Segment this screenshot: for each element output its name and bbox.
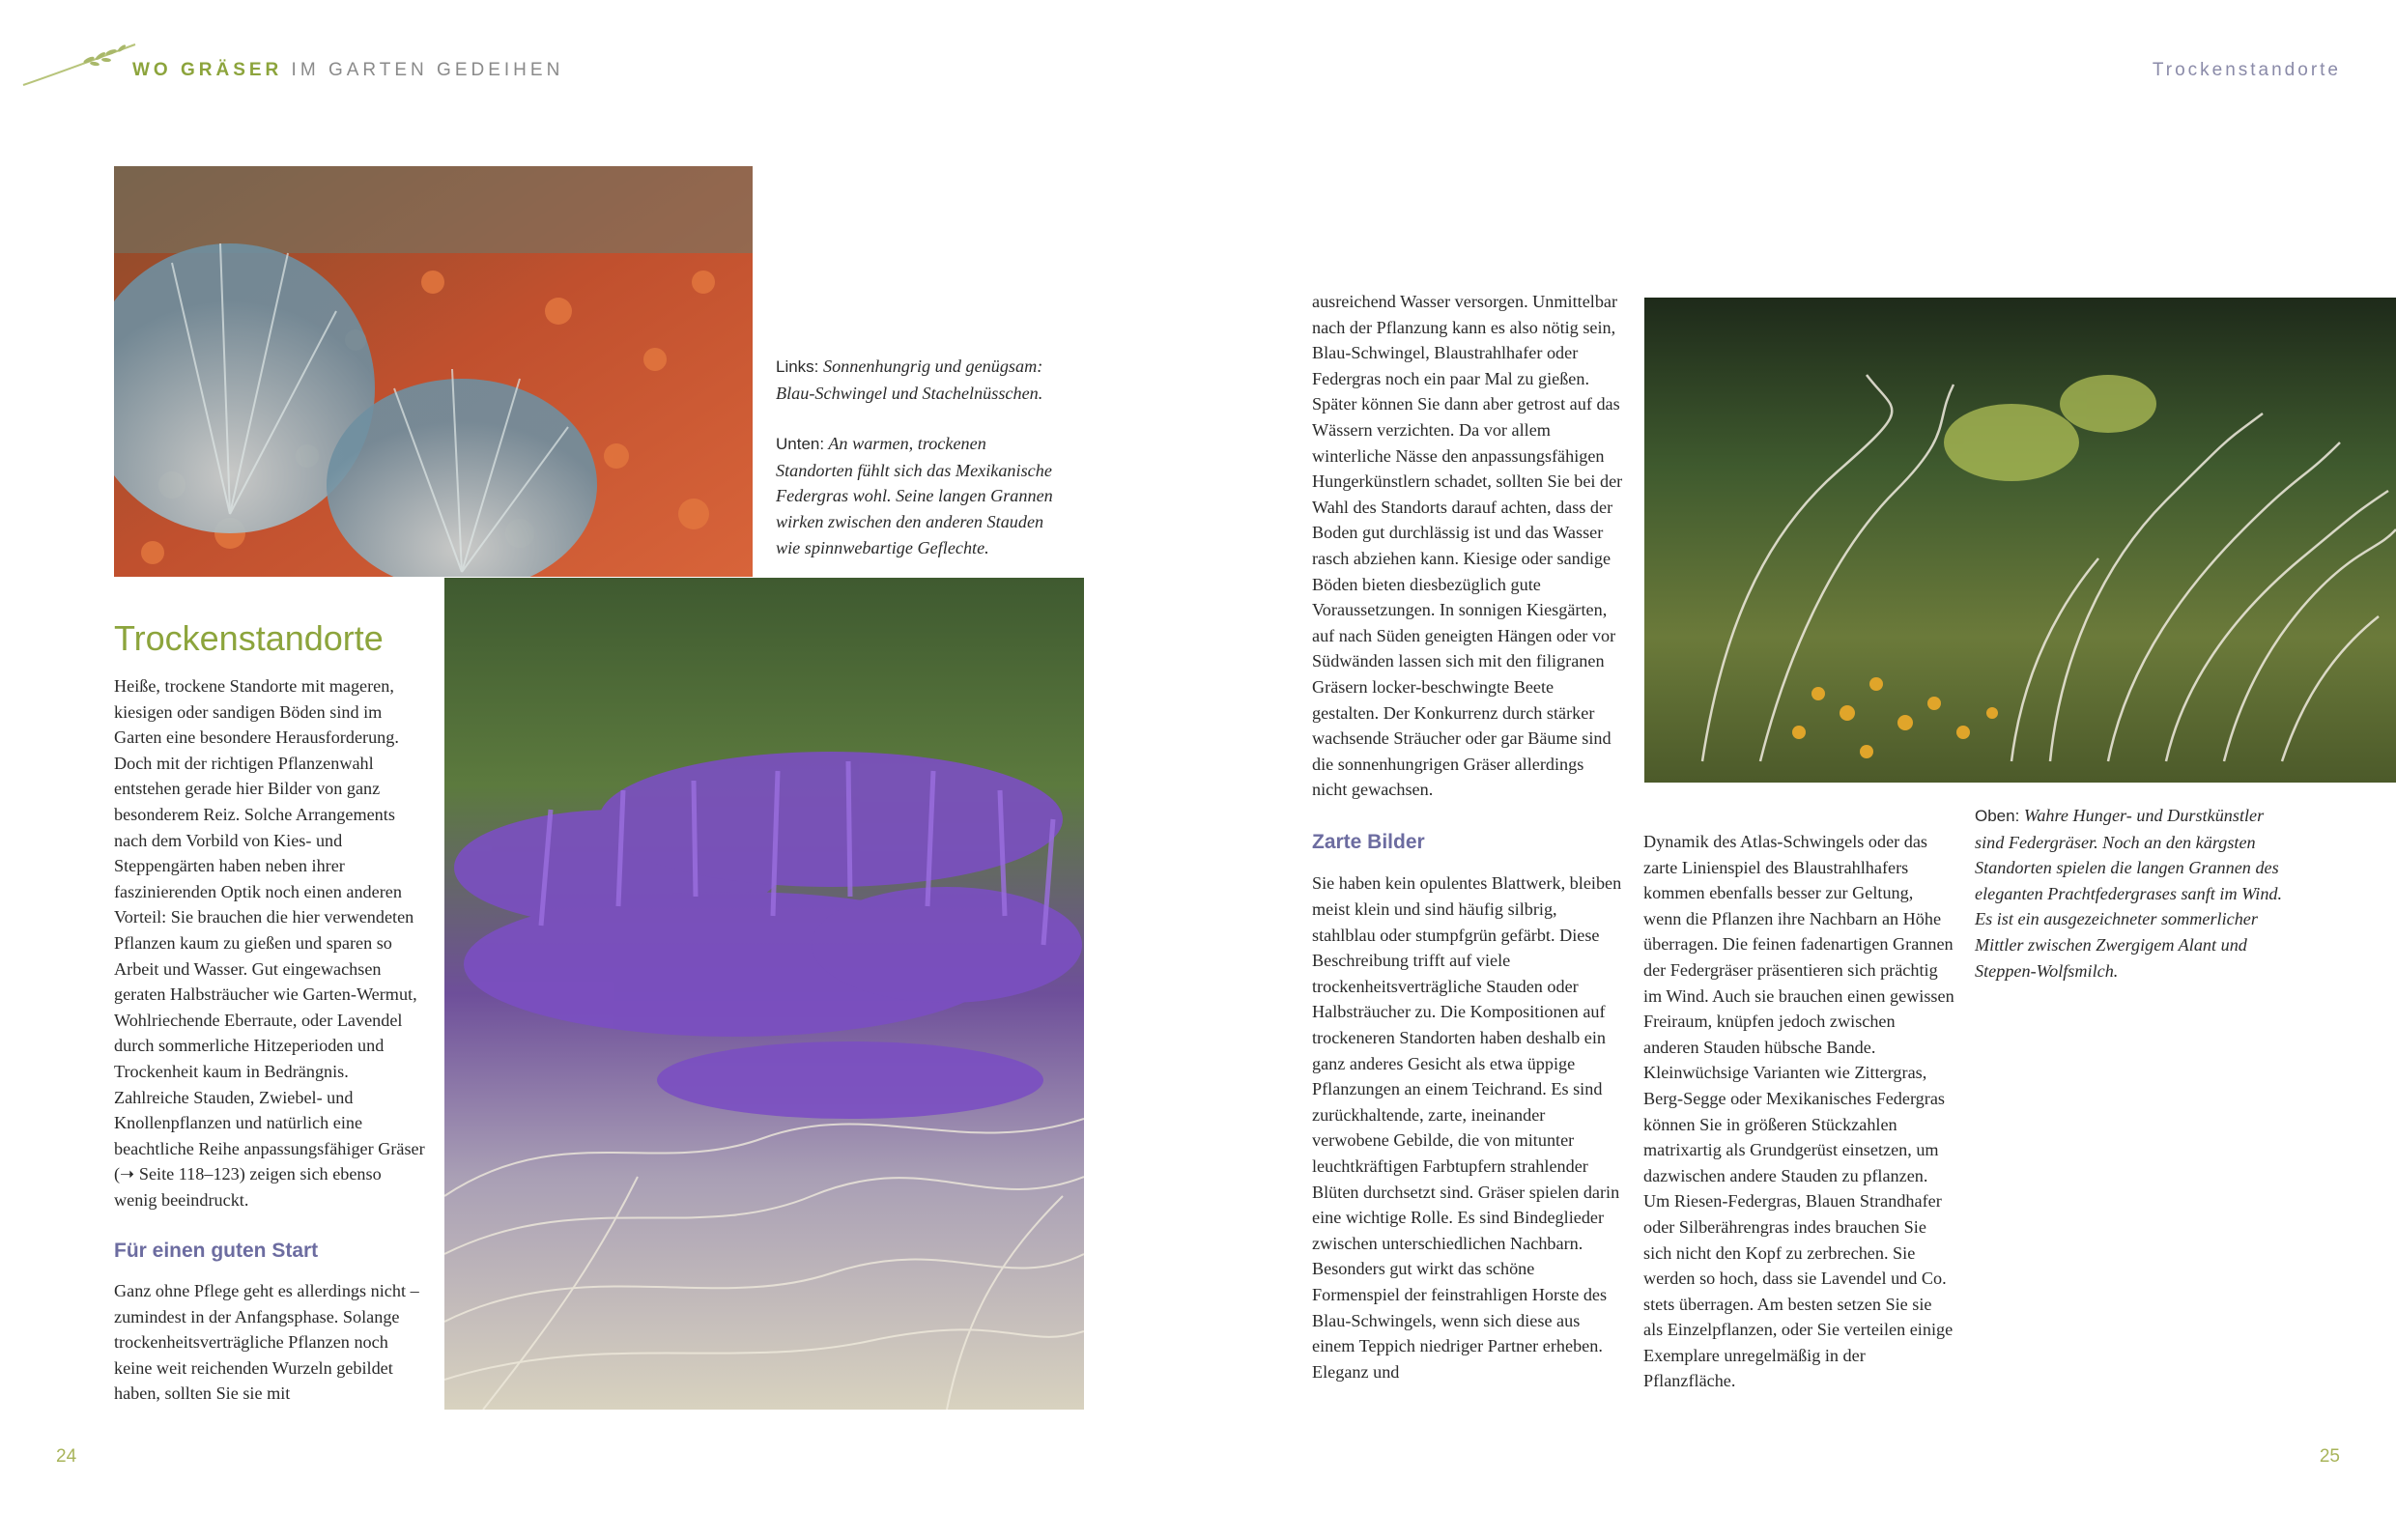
subhead-guter-start: Für einen guten Start [114, 1240, 319, 1263]
caption-right [1975, 803, 2289, 984]
page-title: Trockenstandorte [114, 618, 384, 658]
caption-text: An warmen, trockenen Standorten fühlt sich das Mexikanische Federgras wohl. Seine langen Grannen wirken zwischen den anderen Stauden wie spinnwebartige Geflechte. [776, 434, 1053, 557]
running-head-left [132, 60, 563, 81]
caption-text: Wahre Hunger- und Durstkünstler sind Federgräser. Noch an den kärgsten Standorten spielen die langen Grannen des eleganten Prachtfedergrases sanft im Wind. Es ist ein ausgezeichneter sommerlicher Mittler zwischen Zwergigem Alant und Steppen-Wolfsmilch. [1975, 806, 2283, 981]
running-head-strong: WO GRÄSER [132, 60, 283, 80]
running-head-right: Trockenstandorte [2152, 60, 2341, 80]
right-column-1 [1312, 289, 1623, 1384]
running-head-rest: IM GARTEN GEDEIHEN [282, 60, 564, 80]
right-para-1: ausreichend Wasser versorgen. Unmittelbar nach der Pflanzung kann es also nötig sein, Blau-Schwingel, Blaustrahlhafer oder Federgras noch ein paar Mal zu gießen. Später können Sie dann aber getrost auf das Wässern verzichten. Da vor allem winterliche Nässe den anpassungsfähigen Hungerkünstlern schadet, sollten Sie bei der Wahl des Standorts darauf achten, dass der Boden gut durchlässig ist und das Wasser rasch abziehen kann. Kiesige oder sandige Böden bieten diesbezüglich gute Voraussetzungen. In sonnigen Kiesgärten, auf nach Süden geneigten Hängen oder vor Südwänden lassen sich mit den filigranen Gräsern locker-beschwingte Beete gestalten. Der Konkurrenz durch stärker wachsende Sträucher oder gar Bäume sind die sonnenhungrigen Gräser allerdings nicht gewachsen. [1312, 292, 1623, 800]
right-column-2-para: Dynamik des Atlas-Schwingels oder das zarte Linienspiel des Blaustrahlhafers kommen ebenfalls besser zur Geltung, wenn die Pflanzen ihre Nachbarn an Höhe überragen. Die feinen fadenartigen Grannen der Federgräser präsentieren sich prächtig im Wind. Auch sie brauchen einen gewissen Freiraum, knüpfen jedoch zwischen anderen Stauden hübsche Bande. Kleinwüchsige Varianten wie Zittergras, Berg-Segge oder Mexikanisches Federgras können Sie in größeren Stückzahlen matrixartig als Grundgerüst einsetzen, um dazwischen andere Stauden zu pflanzen. Um Riesen-Federgras, Blauen Strandhafer oder Silberährengras indes brauchen Sie sich nicht den Kopf zu zerbrechen. Sie werden so hoch, dass sie Lavendel und Co. stets überragen. Am besten setzen Sie sie als Einzelpflanzen, oder Sie verteilen einige Exemplare unregelmäßig in der Pflanzfläche. [1643, 832, 1954, 1391]
photo-blue-fescue [114, 166, 753, 577]
caption-top-left [776, 354, 1066, 560]
grass-stalk-icon [21, 39, 137, 87]
left-column [114, 673, 425, 1407]
subhead-zarte-bilder: Zarte Bilder [1312, 830, 1425, 853]
photo-feathergrass-right [1644, 298, 2396, 783]
intro-paragraph: Heiße, trockene Standorte mit mageren, kiesigen oder sandigen Böden sind im Garten eine besondere Herausforderung. Doch mit der richtigen Pflanzenwahl entstehen gerade hier Bilder von ganz besonderem Reiz. Solche Arrangements nach dem Vorbild von Kies- und Steppengärten haben neben ihrer faszinierenden Optik noch einen anderen Vorteil: Sie brauchen die hier verwendeten Pflanzen kaum zu gießen und sparen so Arbeit und Wasser. Gut eingewachsen geraten Halbsträucher wie Garten-Wermut, Wohlriechende Eberraute, oder Lavendel durch sommerliche Hitzeperioden und Trockenheit kaum in Bedrängnis. Zahlreiche Stauden, Zwiebel- und Knollenpflanzen und natürlich eine beachtliche Reihe anpassungsfähiger Gräser (➝ Seite 118–123) zeigen sich ebenso wenig beeindruckt. [114, 676, 425, 1210]
page-number-left: 24 [56, 1446, 77, 1467]
caption-text: Sonnenhungrig und genügsam: Blau-Schwingel und Stachelnüsschen. [776, 356, 1043, 403]
photo-salvia-feathergrass [444, 578, 1084, 1410]
start-paragraph: Ganz ohne Pflege geht es allerdings nicht – zumindest in der Anfangsphase. Solange trockenheitsverträgliche Pflanzen noch keine weit reichenden Wurzeln gebildet haben, sollten Sie sie mit [114, 1281, 419, 1404]
caption-label: Unten: [776, 435, 825, 454]
section-title [114, 618, 433, 659]
caption-label: Links: [776, 357, 819, 376]
caption-label: Oben: [1975, 807, 2020, 825]
page-number-right: 25 [2319, 1446, 2340, 1467]
right-para-2: Sie haben kein opulentes Blattwerk, bleiben meist klein und sind häufig silbrig, stahlblau oder stumpfgrün gefärbt. Diese Beschreibung trifft auf viele trockenheitsverträgliche Stauden oder Halbsträucher zu. Die Kompositionen auf trockeneren Standorten haben deshalb ein ganz anderes Gesicht als etwa üppige Pflanzungen an einem Teichrand. Es sind zurückhaltende, zarte, ineinander verwobene Gebilde, die von mitunter leuchtkräftigen Farbtupfern strahlender Blüten durchsetzt sind. Gräser spielen darin eine wichtige Rolle. Es sind Bindeglieder zwischen unterschiedlichen Nachbarn. Besonders gut wirkt das schöne Formenspiel der feinstrahligen Horste des Blau-Schwingels, wenn sich diese aus einem Teppich niedriger Partner erheben. Eleganz und [1312, 873, 1622, 1382]
right-column-2 [1643, 829, 1954, 1394]
